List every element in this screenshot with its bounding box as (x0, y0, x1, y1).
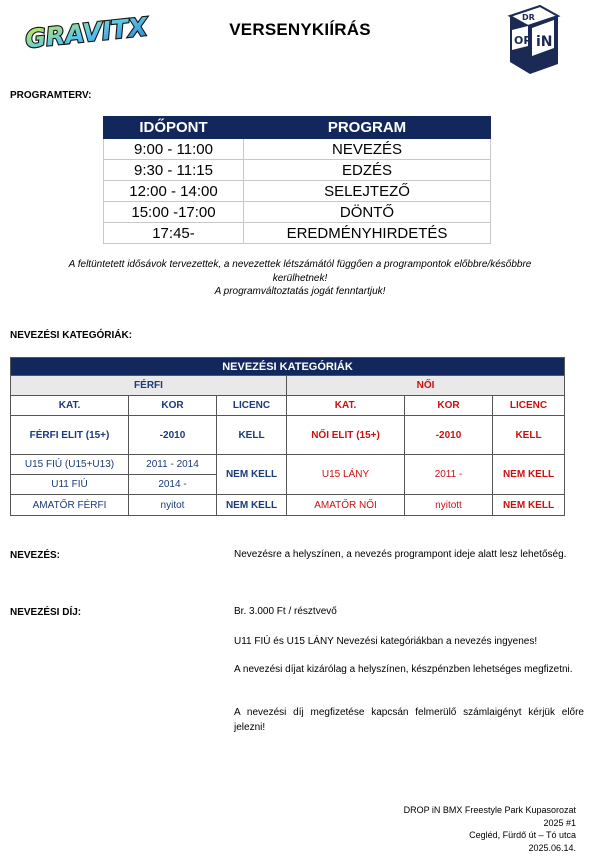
female-amator-kor: nyitott (405, 495, 493, 516)
note-line: kerülhetnek! (272, 272, 328, 284)
schedule-row (104, 202, 491, 223)
svg-text:GRAVITX: GRAVITX (23, 12, 149, 54)
schedule-time: 12:00 - 14:00 (104, 181, 244, 202)
female-elit-kat: NŐI ELIT (15+) (287, 416, 405, 455)
female-u15-kor: 2011 - (405, 455, 493, 495)
male-amator-kat: AMATŐR FÉRFI (11, 495, 129, 516)
female-elit-licenc: KELL (493, 416, 565, 455)
group-male: FÉRFI (11, 376, 287, 396)
schedule-time: 9:30 - 11:15 (104, 160, 244, 181)
note-line: A programváltoztatás jogát fenntartjuk! (214, 286, 386, 297)
svg-text:OP: OP (514, 34, 532, 47)
schedule-program: EREDMÉNYHIRDETÉS (244, 223, 491, 244)
male-elit-licenc: KELL (217, 416, 287, 455)
note-line: A feltüntetett idősávok tervezettek, a nevezettek létszámától függően a programpontok előbbre/későbbre (68, 259, 532, 270)
svg-text:DR: DR (522, 13, 535, 22)
female-amator-kat: AMATŐR NŐI (287, 495, 405, 516)
schedule-time: 17:45- (104, 223, 244, 244)
male-u15-kat: U15 FIÚ (U15+U13) (11, 455, 129, 475)
table-row (11, 495, 565, 516)
table-row (11, 416, 565, 455)
male-elit-kat: FÉRFI ELIT (15+) (11, 416, 129, 455)
dij-line: U11 FIÚ és U15 LÁNY Nevezési kategóriákban a nevezés ingyenes! (234, 636, 538, 647)
col-header-kor: KOR (129, 396, 217, 416)
male-u15-kor: 2011 - 2014 (129, 455, 217, 475)
female-u15-kat: U15 LÁNY (287, 455, 405, 495)
schedule-header-program: PROGRAM (244, 117, 491, 139)
svg-text:iN: iN (536, 34, 553, 50)
schedule-program: EDZÉS (244, 160, 491, 181)
schedule-program: DÖNTŐ (244, 202, 491, 223)
categories-table (10, 357, 565, 516)
schedule-row (104, 181, 491, 202)
schedule-header-time: IDŐPONT (104, 117, 244, 139)
female-amator-licenc: NEM KELL (493, 495, 565, 516)
group-female: NŐI (287, 376, 565, 396)
male-youth-licenc: NEM KELL (217, 455, 287, 495)
schedule-time: 15:00 -17:00 (104, 202, 244, 223)
dij-line: A nevezési díj megfizetése kapcsán felmerülő számlaigényt kérjük előre jelezni! (234, 707, 584, 733)
schedule-program: SELEJTEZŐ (244, 181, 491, 202)
schedule-time: 9:00 - 11:00 (104, 139, 244, 160)
drop-in-logo (500, 2, 566, 78)
schedule-row (104, 160, 491, 181)
page-title: VERSENYKIÍRÁS (229, 20, 371, 39)
dij-line: A nevezési díjat kizárólag a helyszínen, készpénzben lehetséges megfizetni. (234, 664, 573, 675)
schedule-note (20, 258, 580, 299)
nevezes-text: Nevezésre a helyszínen, a nevezés programpont ideje alatt lesz lehetőség. (234, 549, 567, 560)
nevezes-label: NEVEZÉS: (10, 550, 61, 561)
dij-line: Br. 3.000 Ft / résztvevő (234, 606, 337, 617)
female-elit-kor: -2010 (405, 416, 493, 455)
col-header-licenc: LICENC (493, 396, 565, 416)
female-u15-licenc: NEM KELL (493, 455, 565, 495)
col-header-kat: KAT. (287, 396, 405, 416)
footer-line: Cegléd, Fürdő út – Tó utca (469, 830, 576, 840)
categories-label: NEVEZÉSI KATEGÓRIÁK: (10, 330, 133, 341)
footer-line: 2025.06.14. (528, 842, 576, 853)
col-header-kor: KOR (405, 396, 493, 416)
schedule-row (104, 139, 491, 160)
male-amator-licenc: NEM KELL (217, 495, 287, 516)
table-row (11, 455, 565, 475)
footer-line: DROP iN BMX Freestyle Park Kupasorozat (403, 805, 576, 815)
programterv-label: PROGRAMTERV: (10, 90, 92, 101)
schedule-row (104, 223, 491, 244)
schedule-program: NEVEZÉS (244, 139, 491, 160)
schedule-header-row (104, 117, 491, 139)
col-header-kat: KAT. (11, 396, 129, 416)
col-header-licenc: LICENC (217, 396, 287, 416)
male-u11-kat: U11 FIÚ (11, 475, 129, 495)
dij-label: NEVEZÉSI DÍJ: (10, 607, 82, 618)
male-elit-kor: -2010 (129, 416, 217, 455)
footer (404, 804, 576, 854)
schedule-table (103, 116, 491, 244)
male-u11-kor: 2014 - (129, 475, 217, 495)
male-amator-kor: nyitot (129, 495, 217, 516)
categories-title: NEVEZÉSI KATEGÓRIÁK (11, 358, 565, 376)
footer-line: 2025 #1 (543, 817, 576, 828)
